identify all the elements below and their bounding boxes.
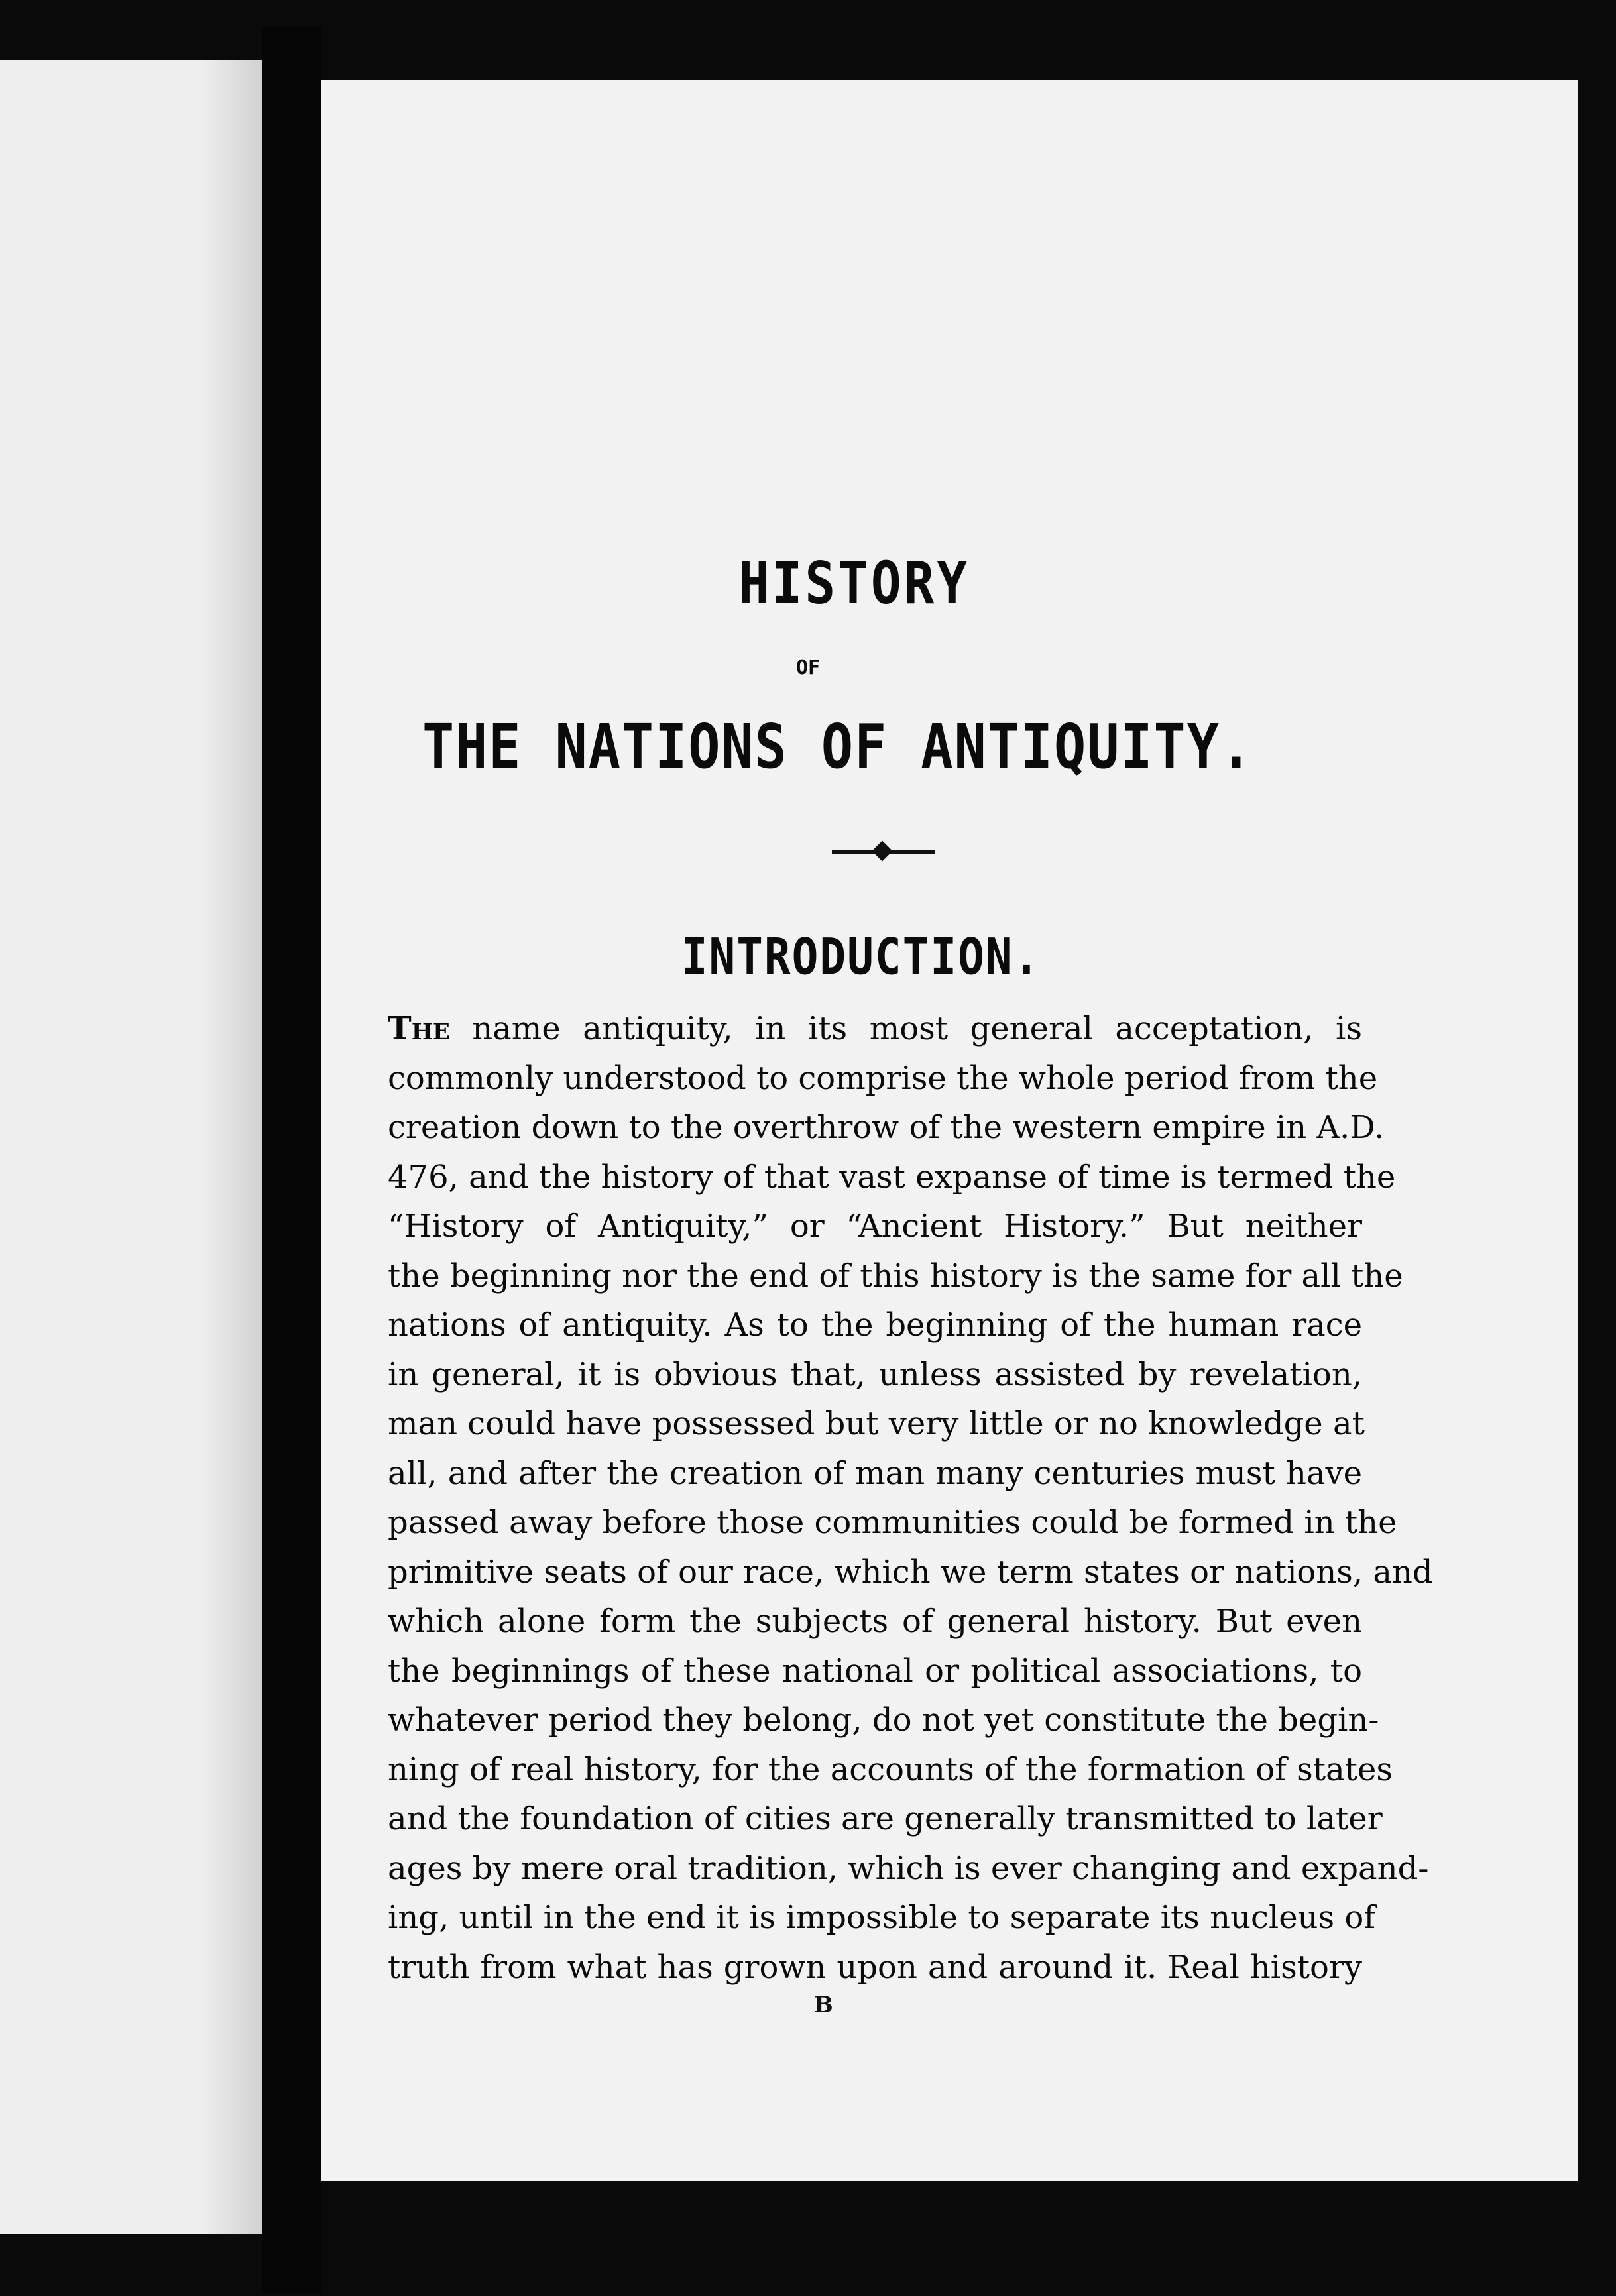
body-line: all, and after the creation of man many centuries must have [388,1454,1362,1492]
body-line: whatever period they belong, do not yet constitute the begin- [388,1701,1379,1739]
body-line: the beginnings of these national or political associations, to [388,1652,1362,1690]
body-line: commonly understood to comprise the whole period from the [388,1059,1378,1097]
body-line: ning of real history, for the accounts of the formation of states [388,1751,1393,1788]
body-line: which alone form the subjects of general history. But even [388,1603,1362,1640]
title-history: HISTORY [738,549,970,617]
body-line: nations of antiquity. As to the beginning of the human race [388,1306,1362,1344]
body-line: creation down to the overthrow of the western empire in A.D. [388,1109,1385,1146]
body-line: ing, until in the end it is impossible to separate its nucleus of [388,1899,1376,1936]
body-line: and the foundation of cities are generally transmitted to later [388,1800,1383,1837]
drop-first-word: The [388,1010,450,1047]
body-line: man could have possessed but very little or no knowledge at [388,1405,1365,1442]
body-line: ages by mere oral tradition, which is ever changing and expand- [388,1849,1429,1887]
facing-page-shadow [202,60,262,2234]
body-line: in general, it is obvious that, unless assisted by revelation, [388,1355,1362,1393]
body-line: passed away before those communities could be formed in the [388,1504,1397,1541]
section-heading: INTRODUCTION. [681,927,1041,986]
body-line: “History of Antiquity,” or “Ancient History.” But neither [388,1208,1362,1245]
signature-mark: B [814,1992,833,2018]
title-nations: THE NATIONS OF ANTIQUITY. [422,711,1254,782]
book-gutter [262,27,321,2293]
body-line: name antiquity, in its most general acceptation, is [472,1010,1362,1047]
body-text [388,1004,1433,1992]
title-of: OF [795,656,821,679]
body-line: the beginning nor the end of this history is the same for all the [388,1257,1403,1294]
body-line: primitive seats of our race, which we term states or nations, and [388,1553,1433,1591]
body-line-last: truth from what has grown upon and around it. Real history [388,1948,1362,1986]
body-line: 476, and the history of that vast expanse of time is termed the [388,1158,1396,1196]
body-line-first [388,1004,1362,1054]
